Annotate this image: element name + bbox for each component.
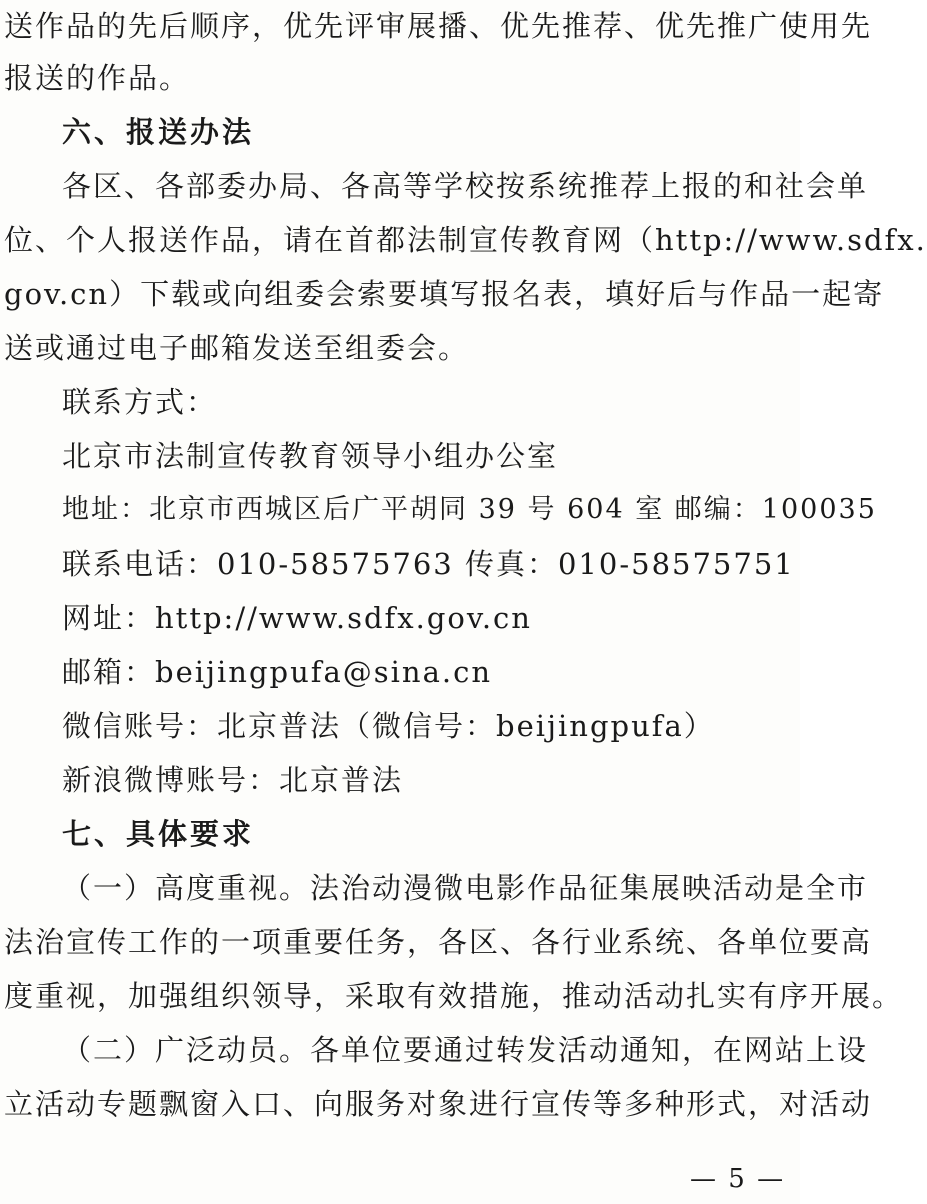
contact-wechat: 微信账号：北京普法（微信号：beijingpufa） (62, 709, 715, 743)
body-text-line: 位、个人报送作品，请在首都法制宣传教育网（http://www.sdfx. (4, 223, 927, 257)
contact-website: 网址：http://www.sdfx.gov.cn (62, 601, 532, 635)
contact-address: 地址：北京市西城区后广平胡同 39 号 604 室 邮编：100035 (62, 494, 877, 525)
section-heading: 六、报送办法 (62, 115, 255, 149)
body-text-line: 各区、各部委办局、各高等学校按系统推荐上报的和社会单 (62, 169, 869, 203)
body-text-line: （二）广泛动员。各单位要通过转发活动通知，在网站上设 (62, 1033, 869, 1067)
contact-email: 邮箱：beijingpufa@sina.cn (62, 655, 493, 689)
body-text-line: 送作品的先后顺序，优先评审展播、优先推荐、优先推广使用先 (4, 9, 873, 43)
page-number: — 5 — (690, 1164, 786, 1194)
body-text-line: gov.cn）下载或向组委会索要填写报名表，填好后与作品一起寄 (4, 277, 885, 311)
contact-weibo: 新浪微博账号：北京普法 (62, 763, 404, 797)
body-text-line: （一）高度重视。法治动漫微电影作品征集展映活动是全市 (62, 871, 869, 905)
body-text-line: 法治宣传工作的一项重要任务，各区、各行业系统、各单位要高 (4, 925, 873, 959)
body-text-line: 度重视，加强组织领导，采取有效措施，推动活动扎实有序开展。 (4, 979, 904, 1013)
body-text-line: 立活动专题飘窗入口、向服务对象进行宣传等多种形式，对活动 (4, 1087, 873, 1121)
section-heading: 七、具体要求 (62, 817, 255, 851)
contact-office: 北京市法制宣传教育领导小组办公室 (62, 439, 559, 473)
body-text-line: 送或通过电子邮箱发送至组委会。 (4, 331, 470, 365)
body-text-line: 报送的作品。 (4, 61, 191, 95)
contact-label: 联系方式： (62, 385, 218, 419)
contact-phone: 联系电话：010-58575763 传真：010-58575751 (62, 547, 795, 581)
